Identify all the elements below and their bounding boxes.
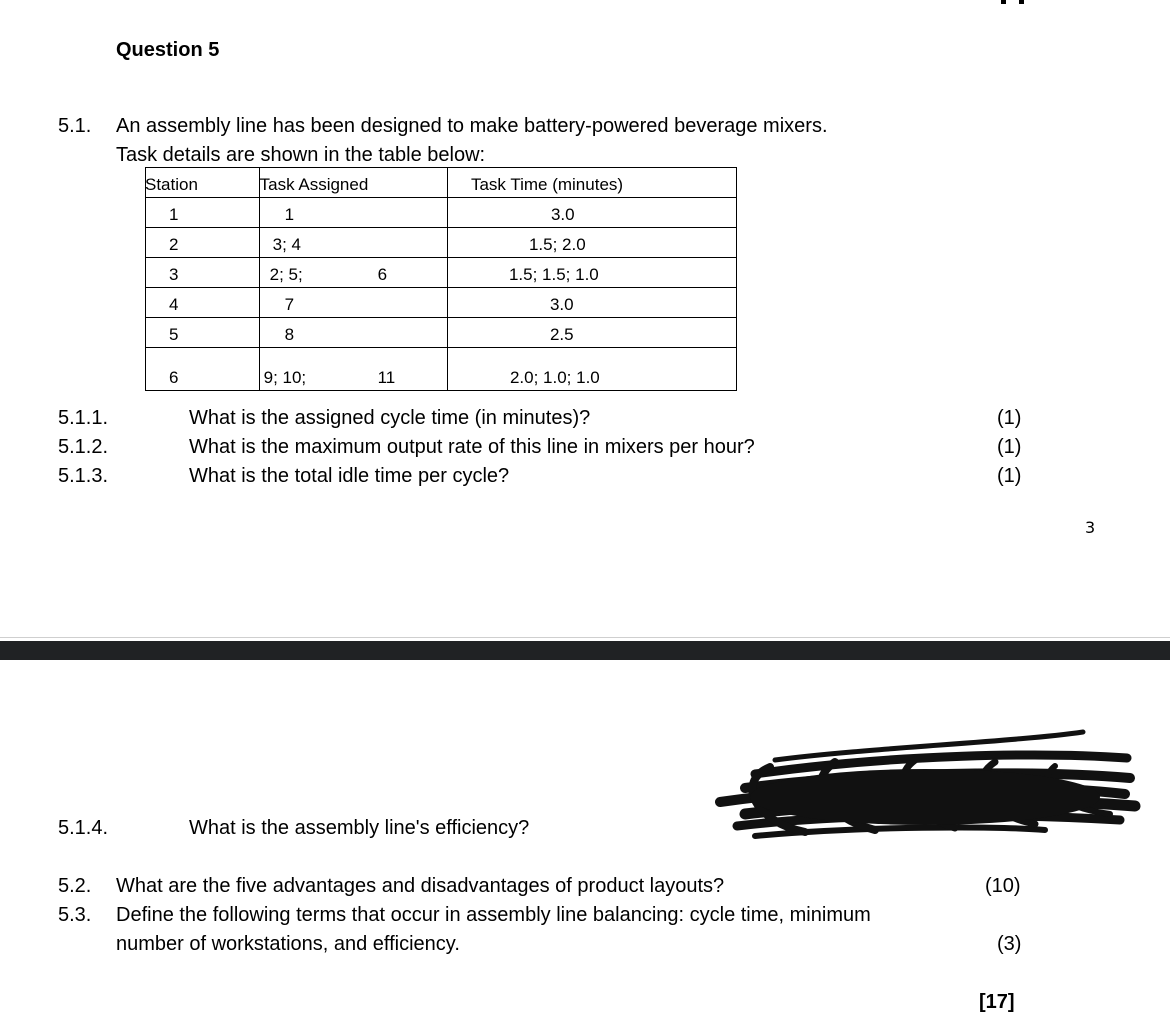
task-table	[145, 167, 737, 391]
table-row	[146, 318, 737, 348]
time-cell: 3.0	[549, 295, 574, 314]
time-cell: 1.5; 2.0	[528, 235, 586, 254]
tasks-cell: 9; 10;	[263, 368, 307, 387]
time-cell: 1.5; 1.5; 1.0	[508, 265, 599, 284]
header-station: Station	[145, 175, 198, 194]
q513-text: What is the total idle time per cycle?	[189, 465, 510, 487]
tasks-cell: 2; 5;	[269, 265, 303, 284]
time-cell: 2.0; 1.0; 1.0	[509, 368, 600, 387]
q514-text: What is the assembly line's efficiency?	[189, 817, 530, 839]
time-cell: 3.0	[550, 205, 575, 224]
cropped-mark-left	[1001, 0, 1006, 4]
q514-number: 5.1.4.	[58, 817, 109, 839]
page-number: 3	[1085, 518, 1096, 537]
table-header-row	[146, 168, 737, 198]
page-break-line	[0, 637, 1170, 638]
table-row	[146, 228, 737, 258]
station-cell: 6	[169, 368, 179, 387]
q52-marks: (10)	[985, 875, 1021, 897]
station-cell: 1	[169, 205, 179, 224]
time-cell: 2.5	[549, 325, 574, 344]
q513-marks: (1)	[997, 465, 1022, 487]
q511-marks: (1)	[997, 407, 1022, 429]
header-task-time: Task Time (minutes)	[470, 175, 624, 194]
tasks-cell: 3; 4	[272, 235, 301, 254]
q511-number: 5.1.1.	[58, 407, 109, 429]
tasks-extra-cell: 6	[377, 265, 388, 284]
q53-marks: (3)	[997, 933, 1022, 955]
q512-text: What is the maximum output rate of this line in mixers per hour?	[189, 436, 755, 458]
total-marks: [17]	[979, 991, 1015, 1013]
station-cell: 5	[169, 325, 179, 344]
q53-line1: Define the following terms that occur in assembly line balancing: cycle time, minimum	[116, 904, 871, 926]
table-row	[146, 198, 737, 228]
q512-number: 5.1.2.	[58, 436, 109, 458]
table-row	[146, 348, 737, 391]
table-row	[146, 258, 737, 288]
question-heading: Question 5	[116, 39, 220, 61]
header-task-assigned: Task Assigned	[259, 175, 369, 194]
tasks-extra-cell: 11	[377, 368, 396, 387]
tasks-cell: 7	[284, 295, 295, 314]
tasks-cell: 1	[284, 205, 295, 224]
q512-marks: (1)	[997, 436, 1022, 458]
table-row	[146, 288, 737, 318]
q51-text: An assembly line has been designed to make battery-powered beverage mixers.	[116, 115, 828, 137]
tasks-cell: 8	[284, 325, 295, 344]
redaction-scribble	[715, 722, 1145, 847]
q53-number: 5.3.	[58, 904, 92, 926]
q51-subtext: Task details are shown in the table below:	[116, 144, 486, 166]
q53-line2: number of workstations, and efficiency.	[116, 933, 460, 955]
q52-text: What are the five advantages and disadvantages of product layouts?	[116, 875, 725, 897]
q513-number: 5.1.3.	[58, 465, 109, 487]
station-cell: 2	[169, 235, 179, 254]
q511-text: What is the assigned cycle time (in minutes)?	[189, 407, 591, 429]
station-cell: 3	[169, 265, 179, 284]
q52-number: 5.2.	[58, 875, 92, 897]
station-cell: 4	[169, 295, 179, 314]
cropped-mark-right	[1019, 0, 1024, 4]
page-break-bar	[0, 641, 1170, 660]
q51-number: 5.1.	[58, 115, 92, 137]
